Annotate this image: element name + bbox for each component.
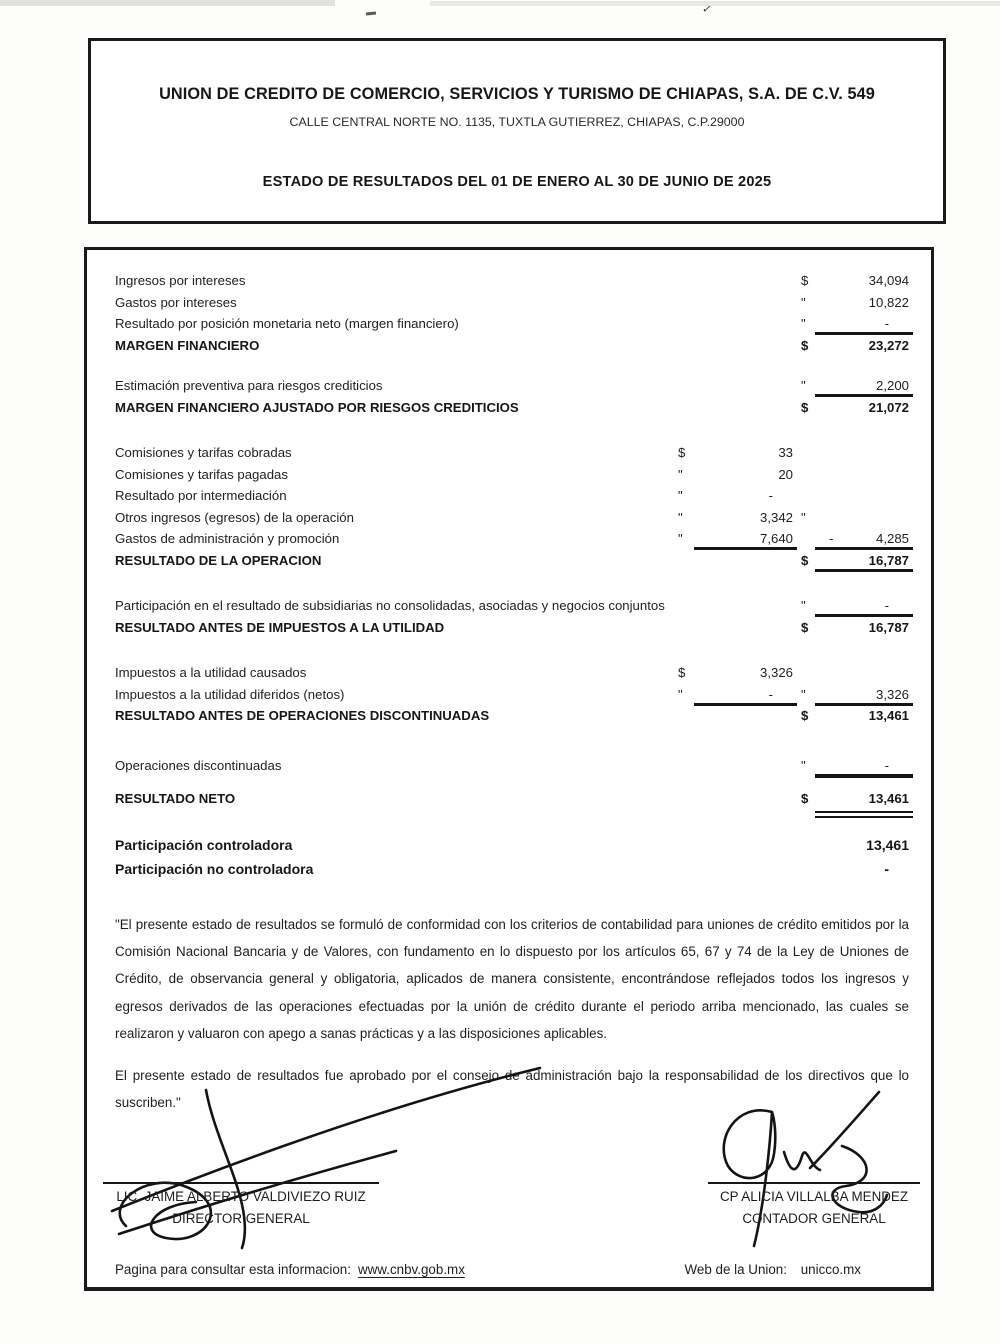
row-inner-value: 20 xyxy=(778,466,793,482)
row-outer-value-group xyxy=(817,378,909,393)
row-label: Otros ingresos (egresos) de la operación xyxy=(115,509,354,525)
row-outer-value-group xyxy=(817,791,909,806)
statement-row xyxy=(115,665,909,687)
row-label: Operaciones discontinuadas xyxy=(115,757,282,773)
row-outer-value-group xyxy=(817,295,909,310)
company-address: CALLE CENTRAL NORTE NO. 1135, TUXTLA GUTIERREZ, CHIAPAS, C.P.29000 xyxy=(289,115,745,129)
row-outer-value: 21,072 xyxy=(868,399,909,415)
row-label: RESULTADO ANTES DE OPERACIONES DISCONTINUADAS xyxy=(115,708,490,723)
row-outer-currency-symbol: $ xyxy=(801,273,809,288)
statement-row xyxy=(115,488,909,510)
row-inner-currency-symbol: " xyxy=(678,466,683,482)
statement-row xyxy=(115,598,909,620)
row-spacer xyxy=(115,641,909,665)
company-name: UNION DE CREDITO DE COMERCIO, SERVICIOS Y TURISMO DE CHIAPAS, S.A. DE C.V. 549 xyxy=(159,85,875,103)
statement-row xyxy=(115,620,909,642)
note-paragraph: El presente estado de resultados fue aprobado por el consejo de administración bajo la responsabilidad de los directivos que lo suscriben." xyxy=(115,1067,909,1110)
scan-streak-top-right xyxy=(430,1,1000,6)
row-label: MARGEN FINANCIERO AJUSTADO POR RIESGOS CREDITICIOS xyxy=(115,399,519,415)
scan-speck-checkmark: ✓ xyxy=(701,1,713,17)
row-outer-value-group xyxy=(817,316,909,331)
row-outer-currency-symbol: " xyxy=(801,686,806,702)
row-outer-value-group xyxy=(817,273,909,288)
signature-line xyxy=(708,1182,920,1184)
row-outer-value: - xyxy=(884,860,889,877)
row-label: Gastos de administración y promoción xyxy=(115,531,340,546)
row-outer-currency-symbol: $ xyxy=(801,552,809,568)
row-outer-currency-symbol: " xyxy=(801,598,806,613)
row-inner-value: - xyxy=(696,687,793,702)
row-label: RESULTADO NETO xyxy=(115,791,236,806)
row-outer-value: - xyxy=(884,598,889,613)
statement-row xyxy=(115,467,909,489)
row-outer-value: - xyxy=(884,316,889,331)
statement-row xyxy=(115,687,909,709)
row-label: Participación controladora xyxy=(115,836,293,853)
row-outer-value-group xyxy=(817,837,909,853)
row-inner-value: 7,640 xyxy=(696,531,793,546)
signer-title: CONTADOR GENERAL xyxy=(742,1211,886,1227)
row-inner-currency-symbol: " xyxy=(678,686,683,702)
row-label: Comisiones y tarifas cobradas xyxy=(115,445,292,460)
footer-consult-label: Pagina para consultar esta informacion: xyxy=(115,1262,351,1277)
row-inner-currency-symbol: " xyxy=(678,531,683,546)
row-label: RESULTADO DE LA OPERACION xyxy=(115,552,322,568)
row-outer-value-group xyxy=(817,687,909,702)
row-outer-value-group xyxy=(817,338,909,353)
row-label: Participación en el resultado de subsidiarias no consolidadas, asociadas y negocios conjuntos xyxy=(115,598,665,613)
statement-row xyxy=(115,378,909,400)
statement-row xyxy=(115,861,909,885)
note-paragraph: "El presente estado de resultados se formuló de conformidad con los criterios de contabilidad para uniones de crédito emitidos por la Comisión Nacional Bancaria y de Valores, con fundamento en lo dispuesto por los artículos 65, 67 y 74 de la Ley de Uniones de Crédito, de observancia general y obligatoria, aplicados de manera consistente, encontrándose reflejados todos los ingresos y egresos derivados de las operaciones efectuadas por la unión de crédito durante el periodo arriba mencionado, las cuales se realizaron y valuaron con apego a sanas prácticas y a las disposiciones aplicables. xyxy=(115,916,909,1042)
row-outer-minus: - xyxy=(829,531,834,546)
row-outer-value: 4,285 xyxy=(875,531,909,546)
statement-row xyxy=(115,338,909,360)
row-outer-value-group xyxy=(817,400,909,415)
row-outer-value: 13,461 xyxy=(868,708,909,723)
row-outer-currency-symbol: " xyxy=(801,316,806,331)
signature-block-director xyxy=(103,1182,379,1226)
row-inner-currency-symbol: $ xyxy=(678,445,686,460)
row-label: Resultado por intermediación xyxy=(115,488,287,503)
row-outer-currency-symbol: " xyxy=(801,378,806,393)
row-spacer xyxy=(115,574,909,598)
row-inner-value: 3,326 xyxy=(759,665,793,680)
statement-row xyxy=(115,708,909,730)
row-outer-currency-symbol: " xyxy=(801,757,806,773)
statement-row xyxy=(115,316,909,338)
scan-speck-dash xyxy=(366,11,376,15)
statement-row xyxy=(115,510,909,532)
row-outer-currency-symbol: $ xyxy=(801,337,809,353)
row-outer-value-group xyxy=(817,620,909,635)
row-outer-currency-symbol: " xyxy=(801,294,806,310)
statement-box xyxy=(84,247,934,1291)
row-label: Gastos por intereses xyxy=(115,294,237,310)
union-web xyxy=(685,1262,862,1277)
row-outer-value: 16,787 xyxy=(868,619,909,635)
statement-title: ESTADO DE RESULTADOS DEL 01 DE ENERO AL 30 DE JUNIO DE 2025 xyxy=(262,174,772,190)
scan-streak-top-left xyxy=(0,0,335,6)
row-outer-value: 16,787 xyxy=(868,552,909,568)
row-outer-value: 23,272 xyxy=(868,337,909,353)
signature-line xyxy=(103,1182,379,1184)
row-outer-value-group xyxy=(817,553,909,568)
row-spacer xyxy=(115,421,909,445)
row-outer-value: 13,461 xyxy=(868,791,909,806)
row-outer-value: 3,326 xyxy=(875,686,909,702)
row-inner-currency-symbol: $ xyxy=(678,665,686,680)
row-outer-value-group xyxy=(817,861,909,877)
signer-name: CP ALICIA VILLALBA MENDEZ xyxy=(719,1189,909,1205)
signature-block-accountant xyxy=(708,1182,920,1226)
row-label: Ingresos por intereses xyxy=(115,273,246,288)
notes-section xyxy=(115,911,909,1117)
row-outer-value: - xyxy=(884,757,889,773)
statement-row xyxy=(115,531,909,553)
signer-name: LIC. JAIME ALBERTO VALDIVIEZO RUIZ xyxy=(116,1189,366,1205)
row-outer-currency-symbol: $ xyxy=(801,708,809,723)
row-spacer xyxy=(115,813,909,837)
row-inner-value: - xyxy=(768,488,773,503)
row-outer-value-group xyxy=(817,708,909,723)
signer-title: DIRECTOR GENERAL xyxy=(172,1211,310,1227)
row-spacer xyxy=(115,779,909,791)
row-label: Participación no controladora xyxy=(115,860,314,877)
statement-row xyxy=(115,553,909,575)
row-label: Resultado por posición monetaria neto (margen financiero) xyxy=(115,316,459,331)
row-outer-currency-symbol: $ xyxy=(801,791,809,806)
cnbv-link[interactable]: www.cnbv.gob.mx xyxy=(357,1262,465,1277)
union-web-label: Web de la Union: xyxy=(684,1262,787,1277)
row-outer-value: 34,094 xyxy=(868,273,909,288)
row-outer-currency-symbol: " xyxy=(801,509,806,525)
row-outer-value: 13,461 xyxy=(866,836,909,853)
row-inner-currency-symbol: " xyxy=(678,509,683,525)
statement-row xyxy=(115,837,909,861)
statement-row xyxy=(115,400,909,422)
statement-row xyxy=(115,758,909,780)
row-inner-value: 33 xyxy=(778,445,793,460)
union-web-value: unicco.mx xyxy=(800,1262,861,1277)
row-spacer xyxy=(115,359,909,378)
row-outer-value-group xyxy=(817,531,909,546)
row-inner-currency-symbol: " xyxy=(678,488,683,503)
statement-row xyxy=(115,295,909,317)
row-spacer xyxy=(115,730,909,758)
footer-bar xyxy=(115,1262,909,1277)
row-outer-value: 2,200 xyxy=(875,378,909,393)
statement-rows xyxy=(115,273,909,885)
row-outer-currency-symbol: $ xyxy=(801,399,809,415)
row-label: Impuestos a la utilidad causados xyxy=(115,665,307,680)
header-box xyxy=(88,38,946,224)
row-outer-value: 10,822 xyxy=(868,294,909,310)
row-inner-value: 3,342 xyxy=(759,509,793,525)
row-label: Comisiones y tarifas pagadas xyxy=(115,466,288,482)
signatures-section xyxy=(115,1116,909,1266)
row-label: RESULTADO ANTES DE IMPUESTOS A LA UTILIDAD xyxy=(115,619,445,635)
statement-row xyxy=(115,445,909,467)
row-outer-value-group xyxy=(817,758,909,773)
row-outer-value-group xyxy=(817,598,909,613)
row-label: Impuestos a la utilidad diferidos (netos) xyxy=(115,686,345,702)
row-outer-currency-symbol: $ xyxy=(801,619,809,635)
statement-row xyxy=(115,273,909,295)
row-label: MARGEN FINANCIERO xyxy=(115,337,260,353)
statement-row xyxy=(115,791,909,813)
row-label: Estimación preventiva para riesgos crediticios xyxy=(115,378,383,393)
